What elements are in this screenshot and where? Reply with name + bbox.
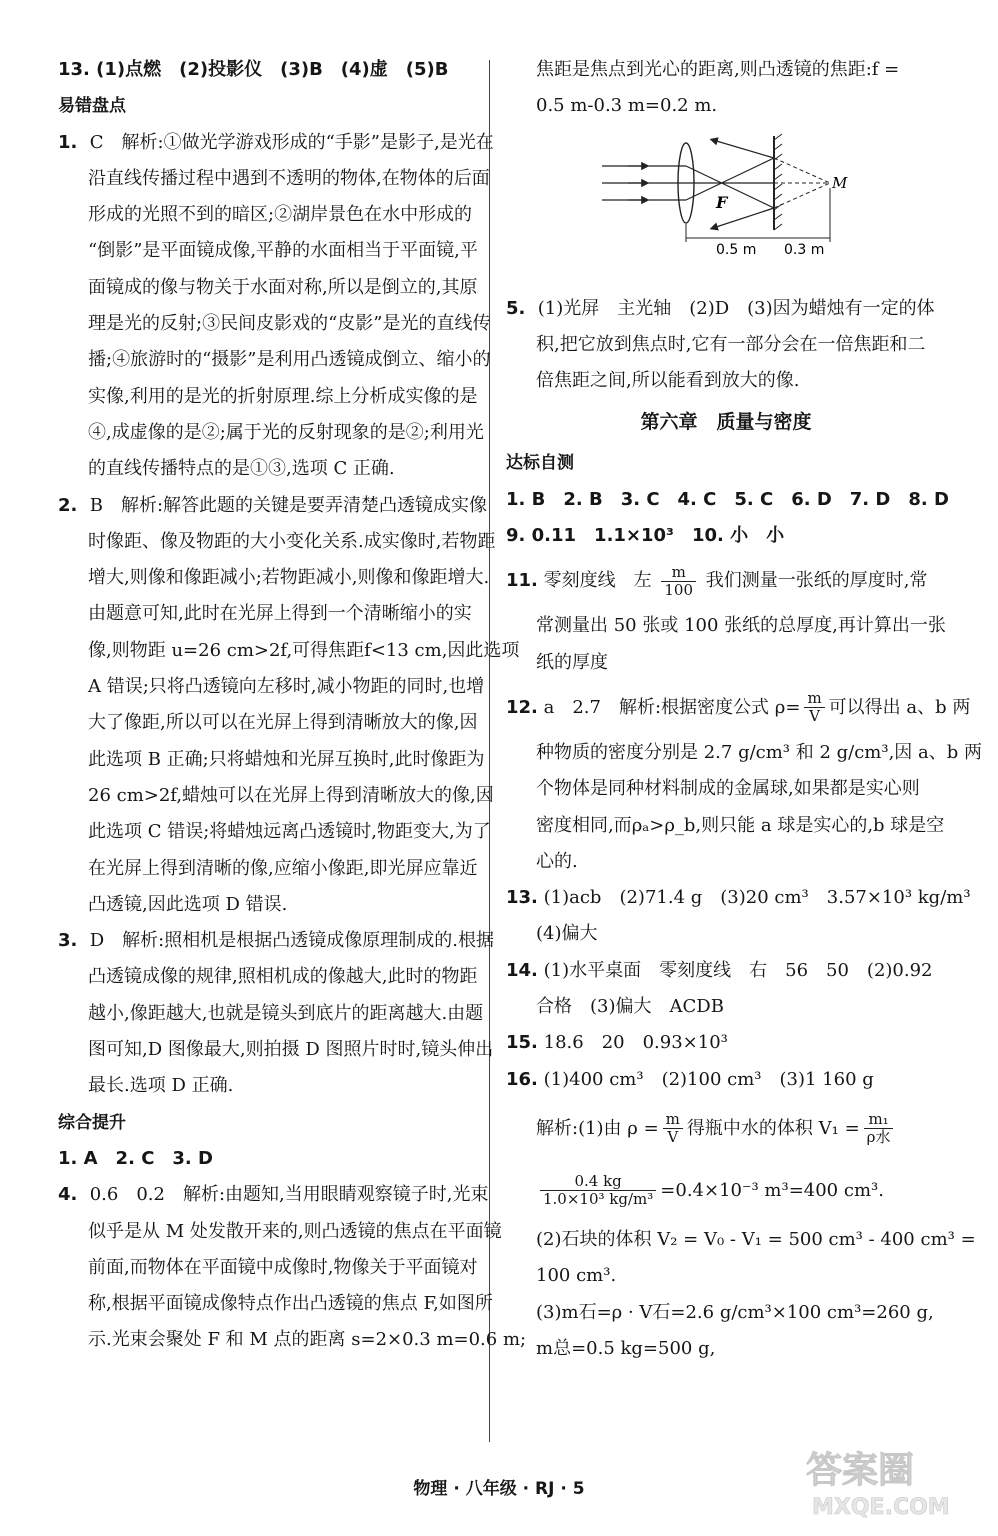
fraction-numerator: m (804, 690, 824, 708)
answer-line (58, 923, 508, 959)
answer-text: 0.6 0.2 解析:由题知,当用眼睛观察镜子时,光束 (89, 1184, 489, 1206)
answer-line: 图可知,D 图像最大,则拍摄 D 图照片时时,镜头伸出 (88, 1039, 494, 1061)
question-number: 14. (506, 959, 538, 981)
answer-line: (3)m石=ρ · V石=2.6 g/cm³×100 cm³=260 g, (536, 1301, 934, 1323)
answer-line: 凸透镜,因此选项 D 错误. (88, 893, 288, 915)
answer-text: (1)水平桌面 零刻度线 右 56 50 (2)0.92 (543, 959, 933, 981)
question-number: 3. (58, 930, 78, 952)
answer-text: 零刻度线 左 (543, 570, 652, 592)
answer-text: D 解析:照相机是根据凸透镜成像原理制成的.根据 (89, 930, 494, 952)
answer-line: 增大,则像和像距减小;若物距减小,则像和像距增大. (88, 567, 490, 589)
answer-line (506, 681, 971, 735)
answer-line: 合格 (3)偏大 ACDB (536, 996, 724, 1018)
answer-line: 此选项 B 正确;只将蜡烛和光屏互换时,此时像距为 (88, 748, 485, 770)
answer-text: =0.4×10⁻³ m³=400 cm³. (660, 1179, 884, 1201)
answer-text: 得瓶中水的体积 V₁ = (686, 1117, 860, 1139)
question-number: 13. (506, 887, 538, 909)
answer-line: 沿直线传播过程中遇到不透明的物体,在物体的后面 (88, 167, 490, 189)
answer-line: 时像距、像及物距的大小变化关系.成实像时,若物距 (88, 530, 496, 552)
answer-line: 越小,像距越大,也就是镜头到底片的距离越大.由题 (88, 1002, 484, 1024)
question-number: 15. (506, 1032, 538, 1054)
question-number: 4. (58, 1184, 78, 1206)
answer-line: (4)偏大 (536, 923, 598, 945)
answer-line: 此选项 C 错误;将蜡烛远离凸透镜时,物距变大,为了 (88, 821, 491, 843)
answer-line: 焦距是焦点到光心的距离,则凸透镜的焦距:f = (536, 59, 900, 80)
answer-line: 9. 0.11 1.1×10³ 10. 小 小 (506, 525, 785, 547)
answer-line: 倍焦距之间,所以能看到放大的像. (536, 370, 800, 392)
answer-text: 13. (1)点燃 (2)投影仪 (3)B (4)虚 (5)B (58, 59, 449, 80)
answer-line: 0.5 m-0.3 m=0.2 m. (536, 95, 718, 117)
question-number: 5. (506, 297, 526, 319)
answer-line: 100 cm³. (536, 1265, 617, 1287)
answer-line: (2)石块的体积 V₂ = V₀ - V₁ = 500 cm³ - 400 cm³ = (536, 1228, 976, 1250)
answer-text: 解析:(1)由 ρ = (536, 1117, 659, 1139)
refracted-rays (686, 140, 774, 228)
answer-line: 实像,利用的是光的折射原理.综上分析成实像的是 (88, 385, 478, 407)
svg-text:答案圈: 答案圈 (806, 1450, 915, 1491)
question-number: 16. (506, 1068, 538, 1090)
answer-text: B 解析:解答此题的关键是要弄清楚凸透镜成实像 (89, 494, 488, 516)
virtual-rays (774, 158, 830, 208)
label-M: M (832, 174, 848, 192)
answer-line: 的直线传播特点的是①③,选项 C 正确. (88, 458, 395, 480)
answer-line: 示.光束会聚处 F 和 M 点的距离 s=2×0.3 m=0.6 m; (88, 1329, 527, 1351)
fraction-denominator: ρ水 (866, 1128, 891, 1147)
fraction-numerator: m (663, 1111, 683, 1129)
fraction-denominator: V (809, 707, 820, 726)
answer-line: 积,把它放到焦点时,它有一部分会在一倍焦距和二 (536, 333, 926, 355)
answer-line (506, 291, 946, 327)
section-heading-standard-test: 达标自测 (506, 453, 574, 474)
fraction-numerator: m₁ (864, 1111, 894, 1129)
lens-mirror-diagram (598, 128, 858, 260)
answer-line: 密度相同,而ρₐ>ρ_b,则只能 a 球是实心的,b 球是空 (536, 814, 945, 836)
answer-line: 理是光的反射;③民间皮影戏的“皮影”是光的直线传 (88, 313, 491, 335)
question-number: 11. (506, 570, 538, 592)
answer-line (58, 488, 508, 524)
question-number: 1. (58, 131, 78, 153)
answer-text: C 解析:①做光学游戏形成的“手影”是影子,是光在 (89, 131, 494, 153)
answer-13 (58, 52, 508, 88)
answer-line (506, 554, 946, 608)
answer-line: 心的. (536, 850, 578, 872)
fraction (540, 1173, 656, 1208)
answer-line: 似乎是从 M 处发散开来的,则凸透镜的焦点在平面镜 (88, 1220, 502, 1242)
answer-line (58, 125, 508, 161)
fraction (663, 1111, 683, 1146)
answer-line: 1. B 2. B 3. C 4. C 5. C 6. D 7. D 8. D (506, 488, 949, 510)
fraction-numerator: 0.4 kg (540, 1173, 656, 1191)
answer-line: m总=0.5 kg=500 g, (536, 1337, 716, 1359)
answer-line: 常测量出 50 张或 100 张纸的总厚度,再计算出一张 (536, 615, 946, 637)
answer-line: 在光屏上得到清晰的像,应缩小像距,即光屏应靠近 (88, 857, 478, 879)
answer-line: 面镜成的像与物关于水面对称,所以是倒立的,其原 (88, 276, 478, 298)
dimension-lines (686, 188, 830, 242)
answer-line: A 错误;只将凸透镜向左移时,减小物距的同时,也增 (88, 676, 485, 698)
answer-line: 种物质的密度分别是 2.7 g/cm³ 和 2 g/cm³,因 a、b 两 (536, 741, 983, 763)
answer-text: 我们测量一张纸的厚度时,常 (705, 570, 928, 592)
answer-line: 个物体是同种材料制成的金属球,如果都是实心则 (536, 778, 920, 800)
dimension-label-1: 0.5 m (716, 242, 757, 258)
fraction (661, 564, 696, 599)
answer-line: 像,则物距 u=26 cm>2f,可得焦距f<13 cm,因此选项 (88, 639, 520, 661)
question-number: 12. (506, 696, 538, 718)
answer-line: 播;④旅游时的“摄影”是利用凸透镜成倒立、缩小的 (88, 349, 491, 371)
answer-line: ④,成虚像的是②;属于光的反射现象的是②;利用光 (88, 421, 484, 443)
answer-text: 18.6 20 0.93×10³ (543, 1032, 728, 1054)
fraction (864, 1111, 894, 1146)
answer-line: 前面,而物体在平面镜中成像时,物像关于平面镜对 (88, 1256, 478, 1278)
answer-line: 26 cm>2f,蜡烛可以在光屏上得到清晰放大的像,因 (88, 784, 494, 806)
dimension-label-2: 0.3 m (784, 242, 825, 258)
answer-line (506, 1025, 946, 1061)
answer-line: “倒影”是平面镜成像,平静的水面相当于平面镜,平 (88, 240, 478, 262)
fraction-denominator: V (667, 1128, 679, 1147)
section-heading-error-review: 易错盘点 (58, 96, 126, 117)
answer-line: 由题意可知,此时在光屏上得到一个清晰缩小的实 (88, 603, 472, 625)
answer-line (506, 953, 946, 989)
incoming-rays (602, 166, 686, 200)
answer-line: 1. A 2. C 3. D (58, 1147, 213, 1169)
answer-text: 可以得出 a、b 两 (828, 696, 971, 718)
answer-line (506, 1062, 946, 1098)
chapter-title: 第六章 质量与密度 (640, 411, 812, 434)
answer-text: (1)400 cm³ (2)100 cm³ (3)1 160 g (543, 1068, 874, 1090)
fraction-numerator: m (661, 564, 696, 582)
answer-text: (1)光屏 主光轴 (2)D (3)因为蜡烛有一定的体 (537, 297, 935, 319)
answer-text: (1)acb (2)71.4 g (3)20 cm³ 3.57×10³ kg/m³ (543, 887, 971, 909)
answer-line (506, 1098, 946, 1160)
svg-text:MXQE.COM: MXQE.COM (812, 1495, 950, 1520)
answer-line (506, 1160, 946, 1222)
answer-line (506, 880, 971, 916)
answer-line: 纸的厚度 (536, 651, 608, 673)
answer-line (58, 1177, 508, 1213)
answer-text: a 2.7 解析:根据密度公式 ρ= (543, 696, 801, 718)
answer-line: 大了像距,所以可以在光屏上得到清晰放大的像,因 (88, 712, 478, 734)
question-number: 2. (58, 494, 78, 516)
answer-line: 形成的光照不到的暗区;②湖岸景色在水中形成的 (88, 204, 473, 226)
answer-line: 最长.选项 D 正确. (88, 1075, 234, 1097)
page-footer: 物理 · 八年级 · RJ · 5 (413, 1479, 585, 1499)
plane-mirror (774, 134, 782, 230)
watermark-logo (798, 1440, 968, 1524)
fraction (804, 690, 824, 725)
fraction-denominator: 1.0×10³ kg/m³ (543, 1190, 654, 1209)
answer-line: 凸透镜成像的规律,照相机成的像越大,此时的物距 (88, 966, 478, 988)
answer-line: 称,根据平面镜成像特点作出凸透镜的焦点 F,如图所 (88, 1293, 493, 1315)
section-heading-comprehensive: 综合提升 (58, 1112, 126, 1133)
label-F: F (716, 193, 728, 212)
fraction-denominator: 100 (664, 580, 693, 599)
